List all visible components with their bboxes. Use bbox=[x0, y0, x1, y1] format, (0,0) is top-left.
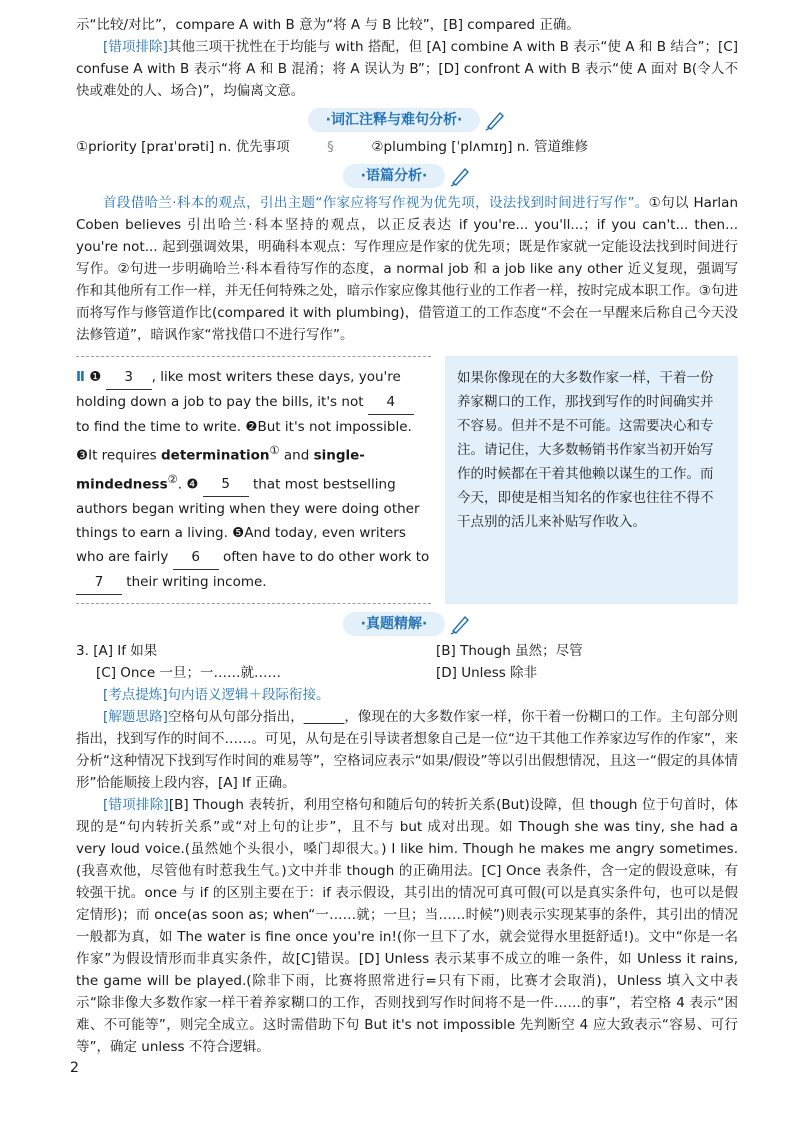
blank-3: 3 bbox=[106, 365, 152, 390]
passage-english bbox=[76, 356, 431, 604]
sentence-5-end: their writing income. bbox=[126, 574, 267, 590]
page-number: 2 bbox=[70, 1060, 79, 1076]
choices bbox=[76, 640, 738, 684]
sentence-4-mark: . ❹ bbox=[177, 476, 199, 492]
vocab-separator: § bbox=[327, 139, 334, 155]
sentence-4: that most bestselling authors began writing when they were doing other things to earn a living. bbox=[76, 476, 420, 541]
sentence-1-end: to find the time to write. bbox=[76, 419, 242, 435]
idea-text: 空格句从句部分指出，______，像现在的大多数作家一样，你干着一份糊口的工作。主句部分则指出，找到写作的时间不……。可见，从句是在引导读者想象自己是一位“边干其他工作养家边写作的作家”，来分析“这种情况下找到写作时间的难易等”，空格词应表示“如果/假设”等以引出假想情况，且这一“假定的具体情形”恰能顺接上段内容，[A] If 正确。 bbox=[76, 709, 738, 791]
idea-paragraph bbox=[76, 706, 738, 794]
vocab-heading: ·词汇注释与难句分析· bbox=[308, 108, 481, 132]
point-paragraph bbox=[76, 684, 738, 706]
paragraph-mark: Ⅱ bbox=[76, 369, 85, 385]
sentence-2: ❷But it's not impossible. bbox=[245, 419, 412, 435]
choices-row-2 bbox=[76, 662, 738, 684]
sentence-3: ❸It requires bbox=[76, 447, 157, 464]
choices-row-1 bbox=[76, 640, 738, 662]
sentence-5-mid: often have to do other work to bbox=[222, 549, 430, 565]
word-single-mindedness: single-mindedness bbox=[76, 447, 365, 492]
passage-box bbox=[76, 356, 738, 604]
blank-5: 5 bbox=[203, 472, 249, 497]
idea-label: [解题思路] bbox=[103, 709, 168, 725]
option-c: [C] Once 一旦；一……就…… bbox=[96, 665, 281, 681]
discourse-lead: 首段借哈兰·科本的观点，引出主题“作家应将写作视为优先项，设法找到时间进行写作”。 bbox=[103, 195, 649, 211]
note-mark-1: ① bbox=[269, 444, 280, 457]
sentence-mark: ❶ bbox=[89, 369, 102, 385]
vocab-item-priority: ①priority [praɪˈɒrəti] n. 优先事项 bbox=[76, 139, 290, 155]
option-a bbox=[76, 640, 436, 662]
exclusion-text: 其他三项干扰性在于均能与 with 搭配，但 [A] combine A with B 表示“使 A 和 B 结合”；[C] confuse A with B 表示“将 A 和 B 混淆；将 A 误认为 B”；[D] confront A with B 表示“使 A 面对 B(令人不快或难处的人、场合)”，均偏离文意。 bbox=[76, 39, 738, 99]
discourse-heading: ·语篇分析· bbox=[343, 164, 446, 188]
sentence-1: , like most writers these days, you're holding down a job to pay the bills, it's not bbox=[76, 369, 401, 410]
option-a-text: [A] If 如果 bbox=[93, 643, 158, 659]
exclusion-label: [错项排除] bbox=[103, 39, 168, 55]
pen-icon bbox=[449, 165, 471, 187]
discourse-paragraph bbox=[76, 192, 738, 346]
word-determination: determination bbox=[161, 447, 270, 464]
top-exclusion bbox=[76, 36, 738, 102]
passage-translation: 如果你像现在的大多数作家一样，干着一份养家糊口的工作，那找到写作的时间确实并不容易。但并不是不可能。这需要决心和专注。请记住，大多数畅销书作家当初开始写作的时候都在干着其他赖以谋生的工作。而今天，即使是相当知名的作家也往往不得不干点别的活儿来补贴写作收入。 bbox=[445, 356, 738, 604]
question-number: 3. bbox=[76, 643, 89, 659]
exclusion-label-2: [错项排除] bbox=[103, 797, 169, 813]
top-line: 示“比较/对比”，compare A with B 意为“将 A 与 B 比较”，[B] compared 正确。 bbox=[76, 17, 580, 33]
point-label: [考点提炼] bbox=[103, 687, 168, 703]
blank-6: 6 bbox=[173, 545, 219, 570]
sentence-5: ❺And today, even writers who are fairly bbox=[76, 525, 406, 565]
analysis-heading-wrap bbox=[76, 612, 738, 636]
note-mark-2: ② bbox=[167, 472, 178, 486]
blank-7: 7 bbox=[76, 570, 122, 595]
word-and: and bbox=[283, 447, 310, 464]
discourse-heading-wrap bbox=[76, 164, 738, 188]
pen-icon bbox=[484, 109, 506, 131]
vocab-item-plumbing: ②plumbing [ˈplʌmɪŋ] n. 管道维修 bbox=[371, 139, 588, 155]
exclusion-text-2: [B] Though 表转折，利用空格句和随后句的转折关系(But)设障，但 though 位于句首时，体现的是“句内转折关系”或“对上句的让步”，且不与 but 成对出现。如 Though she was tiny, she had a very loud voice.(虽然她个头很小，嗓门却很大。) I like him. Though he makes me angry sometimes.(我喜欢他，尽管他有时惹我生气。)文中并非 though 的正确用法。[C] Once 表条件，含一定的假设意味，有较强干扰。once 与 if 的区别主要在于：if 表示假设，其引出的情况可真可假(可以是真实条件句，也可以是假定情形)；而 once(as soon as; when“一……就；一旦；当……时候”)则表示实现某事的条件，其引出的情况一般都为真，如 The water is fine once you're in!(你一旦下了水，就会觉得水里挺舒适!)。文中“你是一名作家”为假设情形而非真实条件，故[C]错误。[D] Unless 表示某事不成立的唯一条件，如 Unless it rains, the game will be played.(除非下雨，比赛将照常进行=只有下雨，比赛才会取消)，Unless 填入文中表示“除非像大多数作家一样干着养家糊口的工作，否则找到写作时间将不是一件……的事”，若空格 4 表示“困难、不可能等”，则完全成立。这时需借助下句 But it's not impossible 先判断空 4 应大致表示“容易、可行等”，确定 unless 不符合逻辑。 bbox=[76, 797, 738, 1055]
blank-4: 4 bbox=[368, 390, 414, 415]
pen-icon bbox=[449, 613, 471, 635]
option-b: [B] Though 虽然；尽管 bbox=[436, 643, 583, 659]
vocab-heading-wrap bbox=[76, 108, 738, 132]
option-d: [D] Unless 除非 bbox=[436, 665, 538, 681]
exclusion-paragraph bbox=[76, 794, 738, 1058]
analysis-heading: ·真题精解· bbox=[343, 612, 446, 636]
point-text: 句内语义逻辑＋段际衔接。 bbox=[167, 687, 330, 703]
discourse-body: ①句以 Harlan Coben believes 引出哈兰·科本坚持的观点，以正反表达 if you're... you'll...；if you can't... then... you're not... 起到强调效果，明确科本观点：写作理应是作家的优先项；既是作家就一定能设法找到时间进行写作。②句进一步明确哈兰·科本看待写作的态度，a normal job 和 a job like any other 近义复现，强调写作和其他所有工作一样，并无任何特殊之处，暗示作家应像其他行业的工作者一样，按时完成本职工作。③句进而将写作与修管道作比(compared it with plumbing)，借管道工的工作态度“不会在一早醒来后称自己今天没法修管道”，暗讽作家“常找借口不进行写作”。 bbox=[76, 195, 739, 343]
vocab-row bbox=[76, 136, 738, 158]
